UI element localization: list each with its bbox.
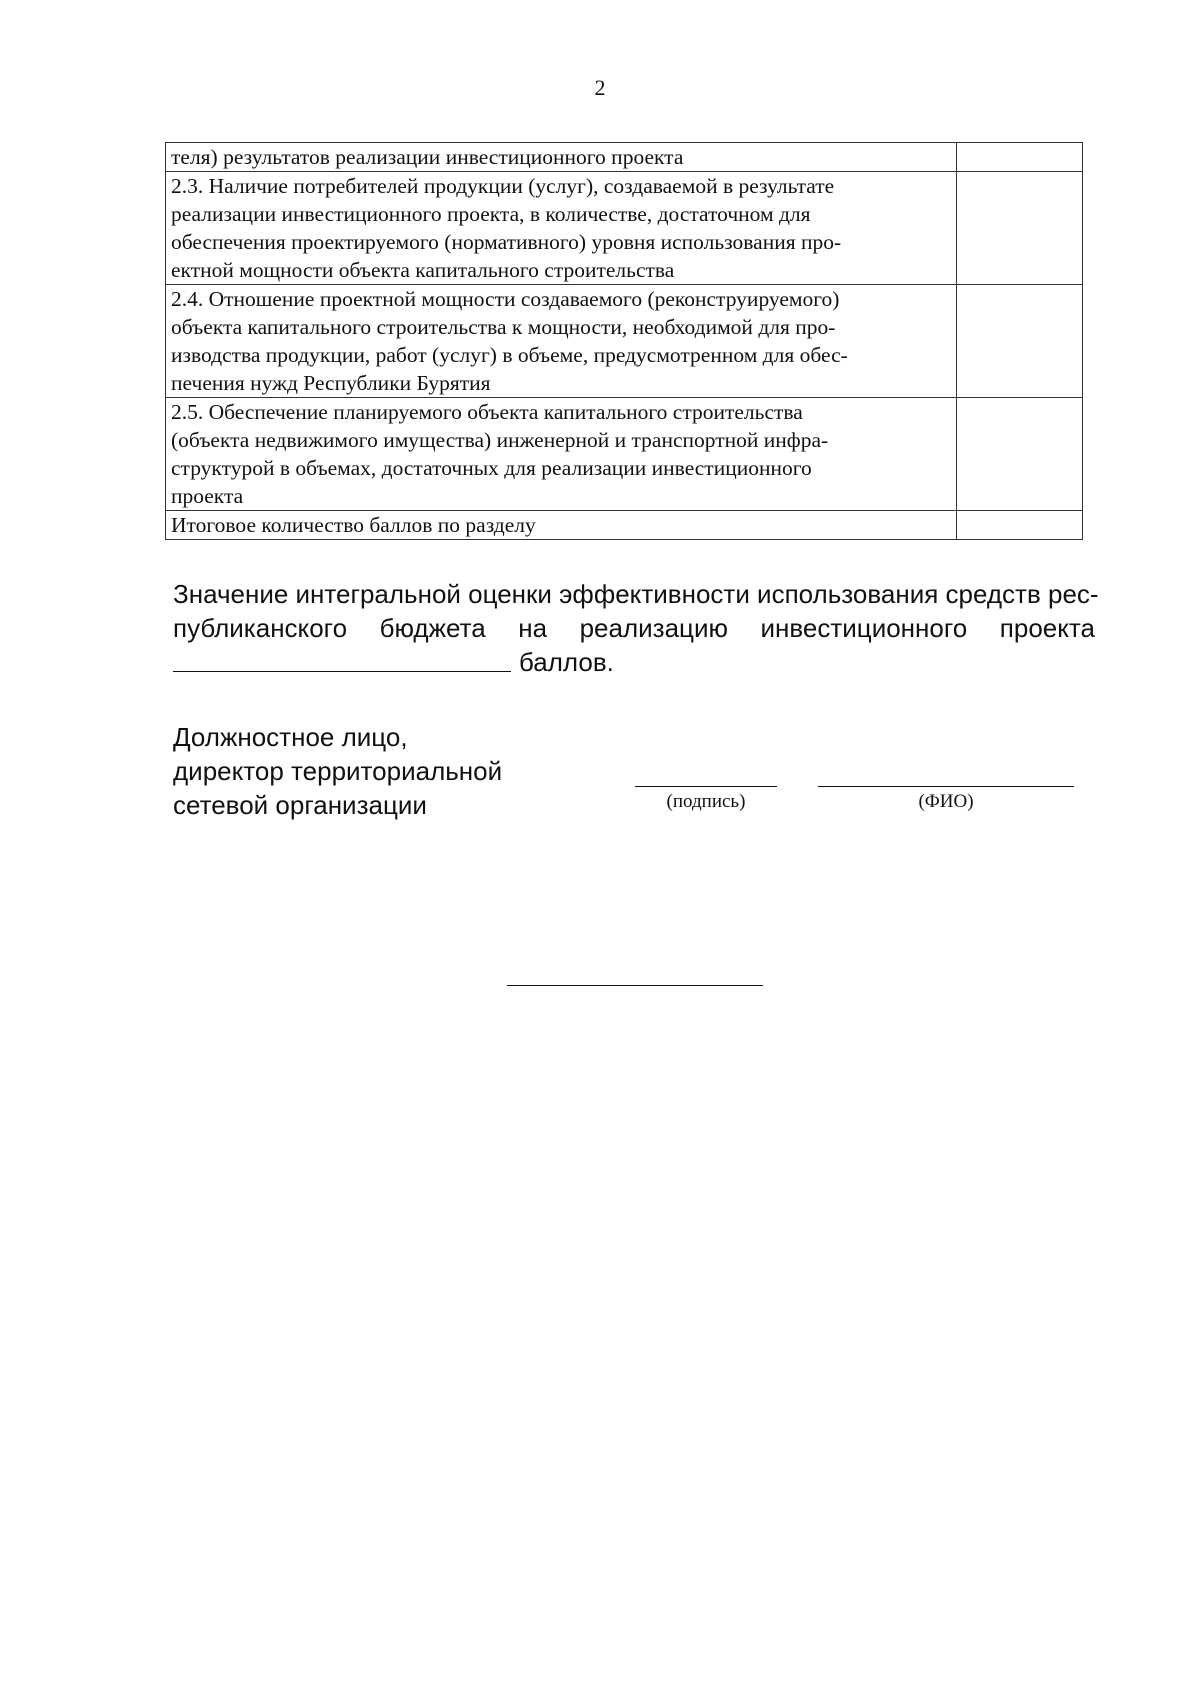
integral-word: реализацию xyxy=(579,613,728,643)
integral-line-1: Значение интегральной оценки эффективности использования средств рес- xyxy=(173,579,1099,609)
integral-assessment xyxy=(173,577,1099,679)
document-end-rule xyxy=(507,985,763,986)
official-line-2: директор территориальной xyxy=(173,756,503,786)
criterion-text: 2.4. Отношение проектной мощности создаваемого (реконструируемого) объекта капитального строительства к мощности, необходимой для про- изводства продукции, работ (услуг) в объеме, предусмотренном для обес- печения нужд Республики Бурятия xyxy=(166,285,957,398)
integral-word: проекта xyxy=(999,613,1095,643)
page-number: 2 xyxy=(594,75,606,100)
table-row xyxy=(166,398,1083,511)
name-line xyxy=(818,756,1074,787)
name-caption: (ФИО) xyxy=(918,791,974,812)
integral-word: публиканского xyxy=(173,613,348,643)
integral-line-2 xyxy=(173,611,1095,645)
criteria-table xyxy=(165,142,1083,540)
table-row xyxy=(166,143,1083,172)
score-cell xyxy=(957,398,1083,511)
criterion-text: 2.5. Обеспечение планируемого объекта капитального строительства (объекта недвижимого имущества) инженерной и транспортной инфра- структурой в объемах, достаточных для реализации инвестиционного проекта xyxy=(166,398,957,511)
signature-field xyxy=(635,756,777,813)
criterion-text: 2.3. Наличие потребителей продукции (услуг), создаваемой в результате реализации инвестиционного проекта, в количестве, достаточном для обеспечения проектируемого (нормативного) уровня использования про- ектной мощности объекта капитального строительства xyxy=(166,172,957,285)
score-cell xyxy=(957,172,1083,285)
table-row xyxy=(166,285,1083,398)
official-title xyxy=(173,720,502,822)
table-row xyxy=(166,511,1083,540)
criterion-text: теля) результатов реализации инвестиционного проекта xyxy=(166,143,957,172)
official-line-1: Должностное лицо, xyxy=(173,722,408,752)
score-suffix: баллов. xyxy=(519,647,614,677)
signature-line xyxy=(635,756,777,787)
table-row xyxy=(166,172,1083,285)
integral-word: бюджета xyxy=(379,613,486,643)
score-cell xyxy=(957,285,1083,398)
total-label: Итоговое количество баллов по разделу xyxy=(166,511,957,540)
score-blank-line xyxy=(173,645,511,672)
official-line-3: сетевой организации xyxy=(173,790,427,820)
score-cell xyxy=(957,143,1083,172)
total-score-cell xyxy=(957,511,1083,540)
integral-word: инвестиционного xyxy=(760,613,968,643)
integral-word: на xyxy=(518,613,548,643)
integral-line-3 xyxy=(173,645,1095,679)
signature-caption: (подпись) xyxy=(666,791,746,812)
name-field xyxy=(818,756,1074,813)
